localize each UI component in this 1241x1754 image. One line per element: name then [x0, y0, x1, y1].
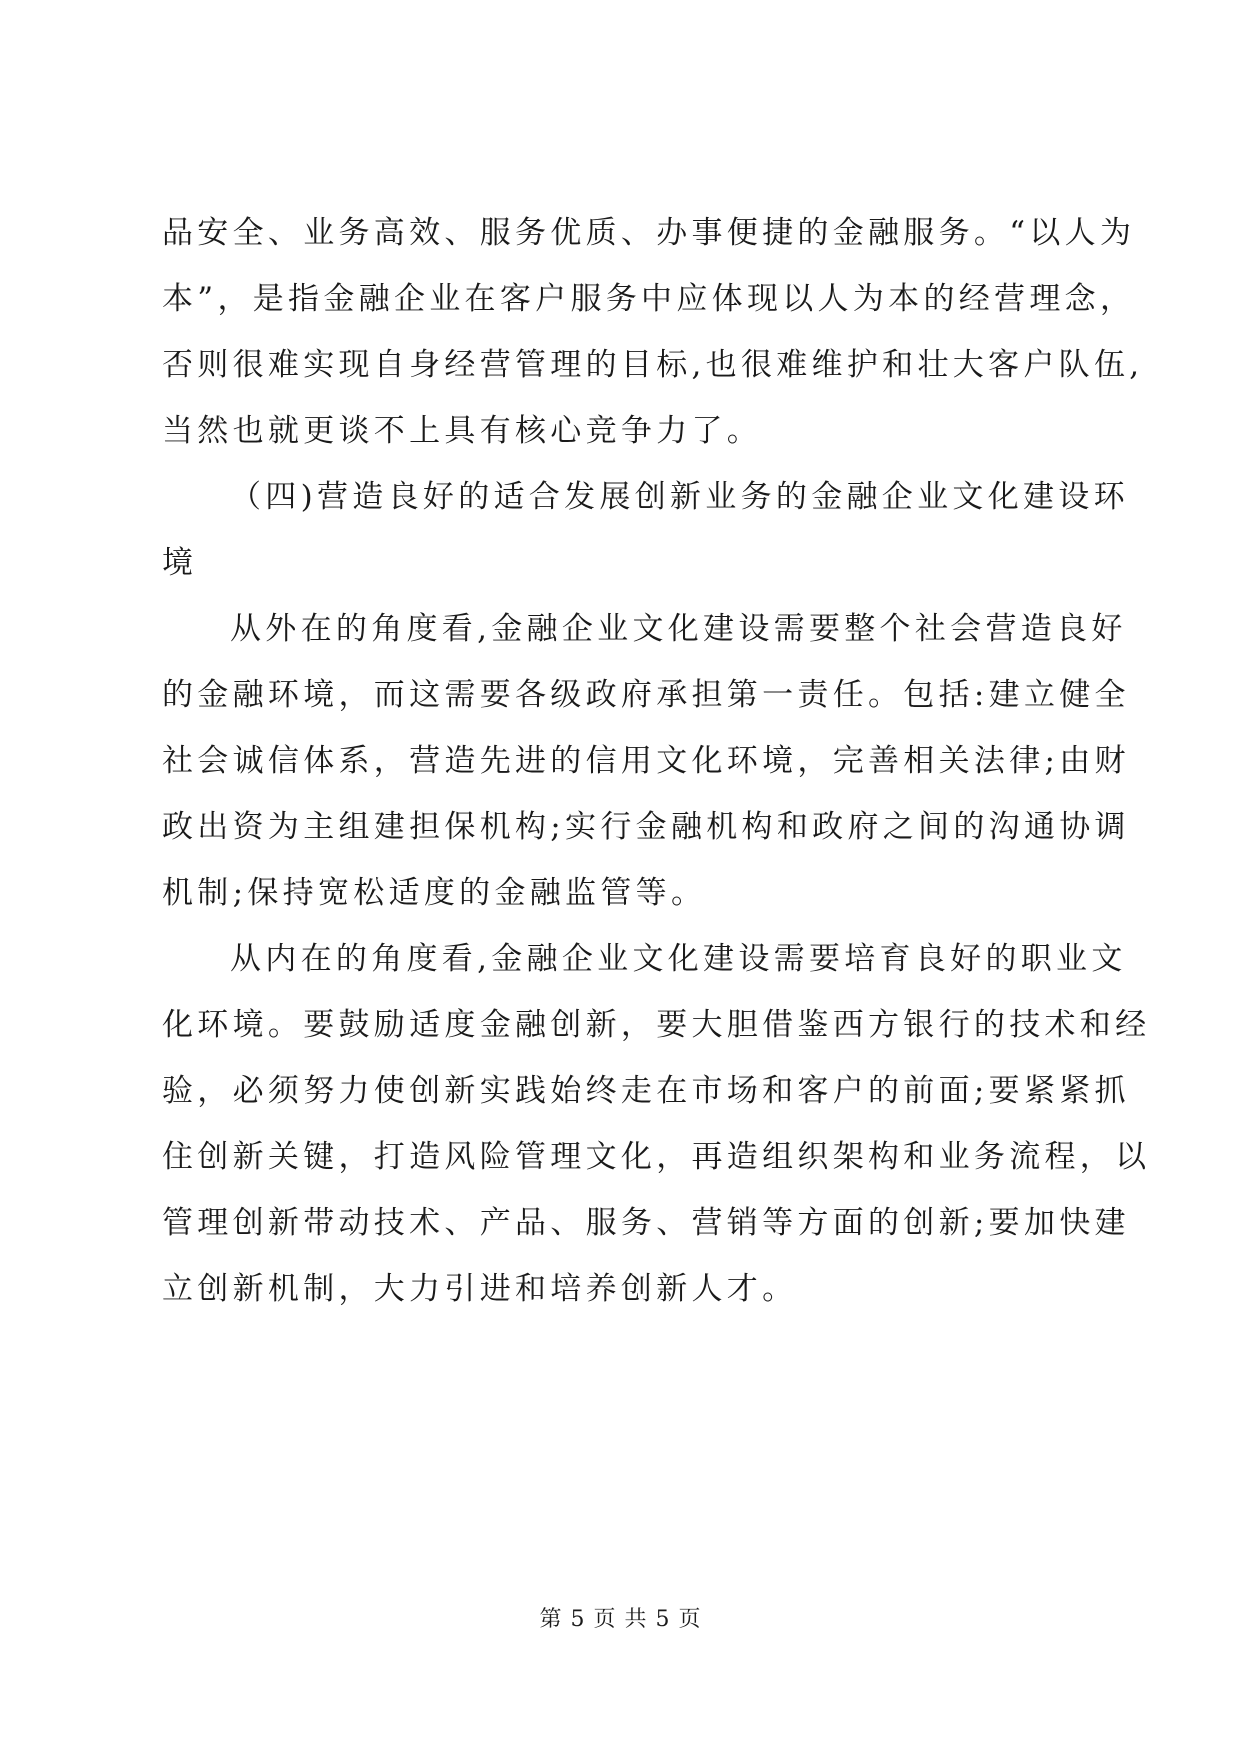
section-heading-line-1: （四)营造良好的适合发展创新业务的金融企业文化建设环: [230, 479, 1129, 515]
paragraph-4-line-3: 验，必须努力使创新实践始终走在市场和客户的前面;要紧紧抓: [162, 1073, 1130, 1109]
paragraph-3-line-2: 的金融环境，而这需要各级政府承担第一责任。包括:建立健全: [162, 677, 1130, 713]
paragraph-3-line-3: 社会诚信体系，营造先进的信用文化环境，完善相关法律;由财: [162, 743, 1130, 779]
paragraph-4-line-2: 化环境。要鼓励适度金融创新，要大胆借鉴西方银行的技术和经: [162, 1007, 1151, 1043]
section-heading-line-2: 境: [162, 545, 198, 581]
paragraph-4-line-6: 立创新机制，大力引进和培养创新人才。: [162, 1271, 798, 1307]
paragraph-3-line-5: 机制;保持宽松适度的金融监管等。: [162, 875, 707, 911]
paragraph-3-line-1: 从外在的角度看,金融企业文化建设需要整个社会营造良好: [230, 611, 1127, 647]
page-number-footer: 第 5 页 共 5 页: [539, 1607, 702, 1632]
paragraph-1-line-2: 本”，是指金融企业在客户服务中应体现以人为本的经营理念，: [162, 281, 1136, 317]
paragraph-4-line-4: 住创新关键，打造风险管理文化，再造组织架构和业务流程，以: [162, 1139, 1151, 1175]
paragraph-4-line-1: 从内在的角度看,金融企业文化建设需要培育良好的职业文: [230, 941, 1127, 977]
paragraph-1-line-3: 否则很难实现自身经营管理的目标,也很难维护和壮大客户队伍,: [162, 347, 1144, 383]
paragraph-3-line-4: 政出资为主组建担保机构;实行金融机构和政府之间的沟通协调: [162, 809, 1130, 845]
paragraph-1-line-1: 品安全、业务高效、服务优质、办事便捷的金融服务。“以人为: [162, 215, 1136, 251]
paragraph-1-line-4: 当然也就更谈不上具有核心竞争力了。: [162, 413, 763, 449]
paragraph-4-line-5: 管理创新带动技术、产品、服务、营销等方面的创新;要加快建: [162, 1205, 1130, 1241]
